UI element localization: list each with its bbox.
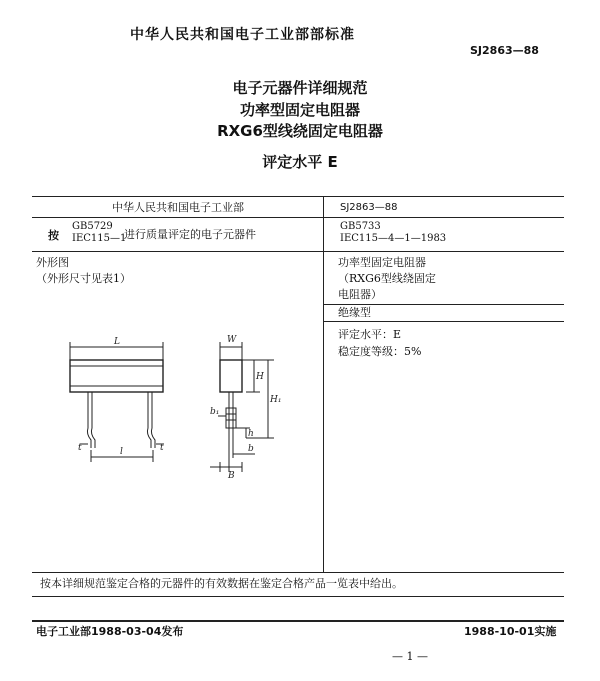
table-top-rule (32, 196, 564, 197)
effective-date: 1988-10-01实施 (464, 625, 557, 638)
table-rule-right-2 (323, 321, 564, 322)
table-bottom-rule (32, 596, 564, 597)
component-name-line-3: 电阻器） (338, 288, 382, 301)
table-right-gb-ref: GB5733 (340, 221, 381, 232)
lead-left (87, 392, 91, 448)
label-W: W (227, 335, 237, 345)
label-b: b (248, 444, 254, 454)
assessment-level: 评定水平：E (338, 328, 402, 341)
table-quality-assessment-text: 进行质量评定的电子元器件 (124, 228, 256, 241)
footer-rule (32, 620, 564, 622)
label-L: L (114, 337, 120, 347)
resistor-body-side (220, 360, 242, 392)
lead-right (147, 392, 151, 448)
title-line-3: RXG6型线绕固定电阻器 (217, 122, 383, 140)
component-name-line-1: 功率型固定电阻器 (338, 256, 426, 269)
table-standard-code: SJ2863—88 (340, 202, 398, 213)
resistor-body-front (70, 360, 163, 392)
label-H1: H₁ (270, 395, 282, 405)
table-rule-3 (32, 572, 564, 573)
label-H: H (256, 372, 264, 382)
issuing-organization-header: 中华人民共和国电子工业部部标准 (130, 27, 355, 43)
label-l: l (120, 447, 123, 457)
qualified-data-note: 按本详细规范鉴定合格的元器件的有效数据在鉴定合格产品一览表中给出。 (40, 577, 403, 590)
table-column-divider (323, 196, 324, 572)
outline-drawing-title: 外形图 (36, 256, 69, 269)
title-line-2: 功率型固定电阻器 (239, 101, 360, 119)
table-ministry-name: 中华人民共和国电子工业部 (112, 201, 244, 214)
outline-drawing (60, 330, 300, 480)
table-iec-ref: IEC115—1 (72, 233, 127, 244)
title-line-4: 评定水平 E (262, 153, 338, 171)
table-rule-2 (32, 251, 564, 252)
table-according-prefix: 按 (48, 229, 59, 242)
label-B: B (228, 471, 235, 480)
component-name-line-2: （RXG6型线绕固定 (338, 272, 436, 285)
outline-dimension-note: （外形尺寸见表1） (36, 272, 131, 285)
label-b1: b₁ (210, 407, 220, 417)
label-h: h (248, 429, 254, 439)
page-number: — 1 — (392, 650, 428, 663)
stability-class: 稳定度等级：5% (338, 345, 422, 358)
label-t-right: t (160, 443, 164, 453)
table-gb-ref: GB5729 (72, 221, 113, 232)
standard-code: SJ2863—88 (470, 44, 539, 57)
title-line-1: 电子元器件详细规范 (232, 79, 368, 97)
issue-date: 电子工业部1988-03-04发布 (36, 625, 184, 638)
label-t-left: t (78, 443, 82, 453)
insulation-type: 绝缘型 (338, 306, 371, 319)
table-rule-right-1 (323, 304, 564, 305)
table-right-iec-ref: IEC115—4—1—1983 (340, 233, 447, 244)
table-rule-1 (32, 217, 564, 218)
